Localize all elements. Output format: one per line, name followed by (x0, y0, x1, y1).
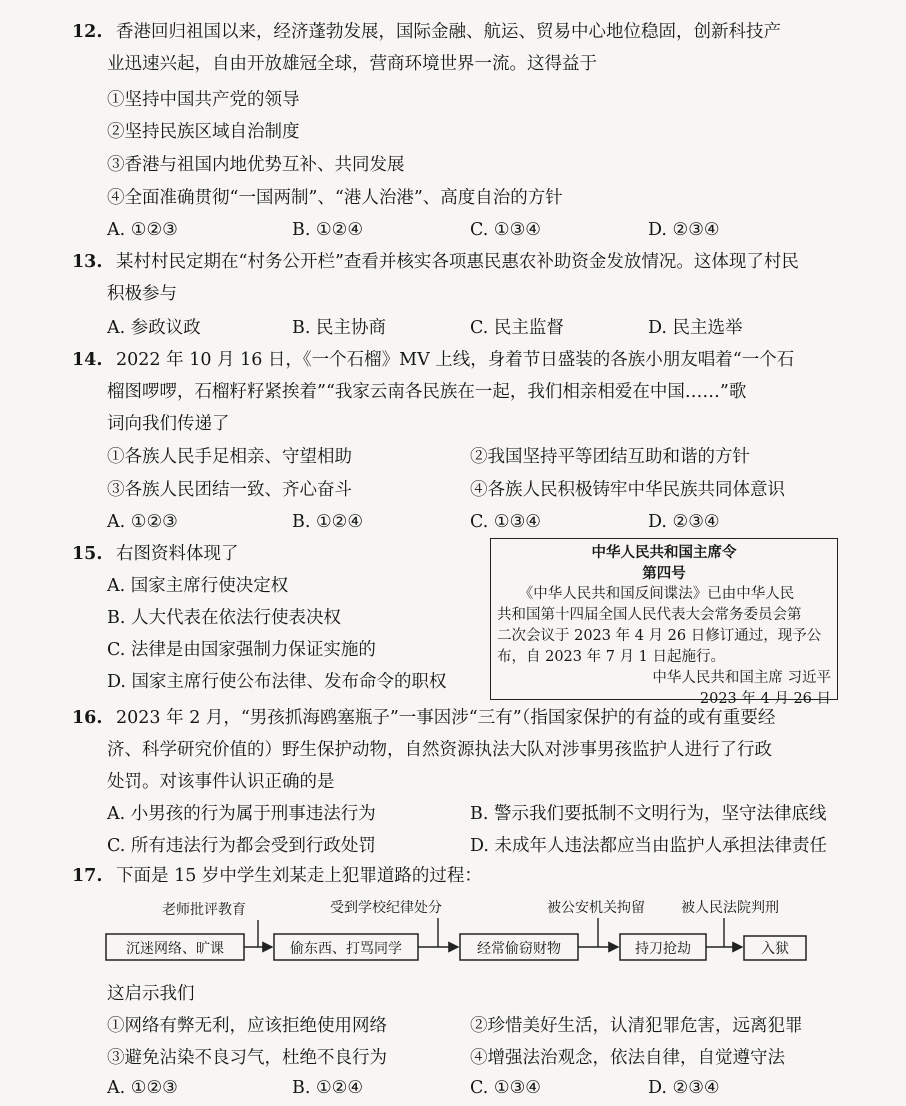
q17-item-4: ④增强法治观念，依法自律，自觉遵守法 (470, 1048, 785, 1068)
decree-date: 2023 年 4 月 26 日 (699, 691, 831, 707)
q17-option-a: A. ①②③ (107, 1078, 178, 1098)
q13-number: 13. (72, 252, 103, 272)
decree-body-4: 布，自 2023 年 7 月 1 日起施行。 (497, 649, 726, 665)
q13-option-c: C. 民主监督 (470, 318, 564, 338)
q12-option-d: D. ②③④ (648, 220, 720, 240)
crime-path-flowchart (100, 892, 820, 972)
q17-number: 17. (72, 866, 103, 886)
q13-option-a: A. 参政议政 (107, 318, 201, 338)
q13-option-d: D. 民主选举 (648, 318, 743, 338)
decree-title: 中华人民共和国主席令 (591, 544, 737, 561)
q15-option-a: A. 国家主席行使决定权 (107, 576, 289, 596)
q16-number: 16. (72, 708, 103, 728)
flow-step-2: 偷东西、打骂同学 (290, 941, 402, 957)
q14-item-2: ②我国坚持平等团结互助和谐的方针 (470, 447, 750, 467)
flow-step-1: 沉迷网络、旷课 (126, 941, 224, 957)
q12-option-b: B. ①②④ (292, 220, 364, 240)
q14-option-d: D. ②③④ (648, 512, 720, 532)
q12-item-1: ①坚持中国共产党的领导 (107, 90, 300, 110)
q14-item-4: ④各族人民积极铸牢中华民族共同体意识 (470, 480, 785, 500)
q15-number: 15. (72, 544, 103, 564)
flow-label-3: 被公安机关拘留 (547, 900, 645, 916)
decree-body-2: 共和国第十四届全国人民代表大会常务委员会第 (497, 607, 802, 623)
flow-label-4: 被人民法院判刑 (681, 900, 779, 916)
presidential-decree-box (490, 538, 838, 707)
q17-lead: 这启示我们 (107, 984, 195, 1004)
q12-stem-line2: 业迅速兴起，自由开放雄冠全球，营商环境世界一流。这得益于 (107, 54, 597, 74)
q13-option-b: B. 民主协商 (292, 318, 386, 338)
q17-item-3: ③避免沾染不良习气，杜绝不良行为 (107, 1048, 387, 1068)
q16-option-a: A. 小男孩的行为属于刑事违法行为 (107, 804, 376, 824)
q16-option-c: C. 所有违法行为都会受到行政处罚 (107, 836, 376, 856)
q12-option-c: C. ①③④ (470, 220, 541, 240)
decree-body-3: 二次会议于 2023 年 4 月 26 日修订通过，现予公 (497, 628, 822, 644)
q14-item-3: ③各族人民团结一致、齐心奋斗 (107, 480, 352, 500)
q16-stem-line2: 济、科学研究价值的）野生保护动物，自然资源执法大队对涉事男孩监护人进行了行政 (107, 740, 772, 760)
q16-stem-line3: 处罚。对该事件认识正确的是 (107, 772, 335, 792)
q17-option-d: D. ②③④ (648, 1078, 720, 1098)
flow-step-4: 持刀抢劫 (635, 941, 691, 957)
q15-option-c: C. 法律是由国家强制力保证实施的 (107, 640, 376, 660)
q14-stem-line2: 榴图啰啰，石榴籽籽紧挨着”“我家云南各民族在一起，我们相亲相爱在中国……”歌 (107, 382, 747, 402)
q17-stem: 17. 下面是 15 岁中学生刘某走上犯罪道路的过程： (72, 866, 482, 886)
q14-stem-line3: 词向我们传递了 (107, 414, 230, 434)
q12-item-3: ③香港与祖国内地优势互补、共同发展 (107, 155, 405, 175)
q17-option-c: C. ①③④ (470, 1078, 541, 1098)
q15-stem: 15. 右图资料体现了 (72, 544, 239, 564)
q12-item-4: ④全面准确贯彻“一国两制”、“港人治港”、高度自治的方针 (107, 188, 563, 208)
q13-stem-line1: 13. 某村村民定期在“村务公开栏”查看并核实各项惠民惠农补助资金发放情况。这体现了村民 (72, 252, 799, 272)
q12-option-a: A. ①②③ (107, 220, 178, 240)
q17-item-2: ②珍惜美好生活，认清犯罪危害，远离犯罪 (470, 1016, 803, 1036)
q16-option-d: D. 未成年人违法都应当由监护人承担法律责任 (470, 836, 828, 856)
q14-item-1: ①各族人民手足相亲、守望相助 (107, 447, 352, 467)
flow-step-5: 入狱 (761, 941, 789, 957)
q12-number: 12. (72, 22, 103, 42)
decree-number: 第四号 (642, 565, 686, 582)
q14-option-b: B. ①②④ (292, 512, 364, 532)
q12-item-2: ②坚持民族区域自治制度 (107, 122, 300, 142)
flow-step-3: 经常偷窃财物 (477, 941, 561, 957)
decree-body-1: 《中华人民共和国反间谍法》已由中华人民 (518, 586, 795, 602)
q15-option-d: D. 国家主席行使公布法律、发布命令的职权 (107, 672, 447, 692)
decree-signer: 中华人民共和国主席 习近平 (652, 670, 831, 686)
q17-item-1: ①网络有弊无利，应该拒绝使用网络 (107, 1016, 387, 1036)
q12-stem-line1: 12. 香港回归祖国以来，经济蓬勃发展，国际金融、航运、贸易中心地位稳固，创新科技产 (72, 22, 782, 42)
q17-option-b: B. ①②④ (292, 1078, 364, 1098)
q14-option-a: A. ①②③ (107, 512, 178, 532)
q14-option-c: C. ①③④ (470, 512, 541, 532)
q15-option-b: B. 人大代表在依法行使表决权 (107, 608, 341, 628)
flow-label-1: 老师批评教育 (162, 902, 246, 918)
q16-option-b: B. 警示我们要抵制不文明行为，坚守法律底线 (470, 804, 827, 824)
flow-label-2: 受到学校纪律处分 (330, 900, 442, 916)
q13-stem-line2: 积极参与 (107, 284, 177, 304)
q14-stem-line1: 14. 2022 年 10 月 16 日，《一个石榴》MV 上线，身着节日盛装的各族小朋友唱着“一个石 (72, 350, 795, 370)
q14-number: 14. (72, 350, 103, 370)
q16-stem-line1: 16. 2023 年 2 月，“男孩抓海鸥塞瓶子”一事因涉“三有”（指国家保护的有益的或有重要经 (72, 708, 776, 728)
